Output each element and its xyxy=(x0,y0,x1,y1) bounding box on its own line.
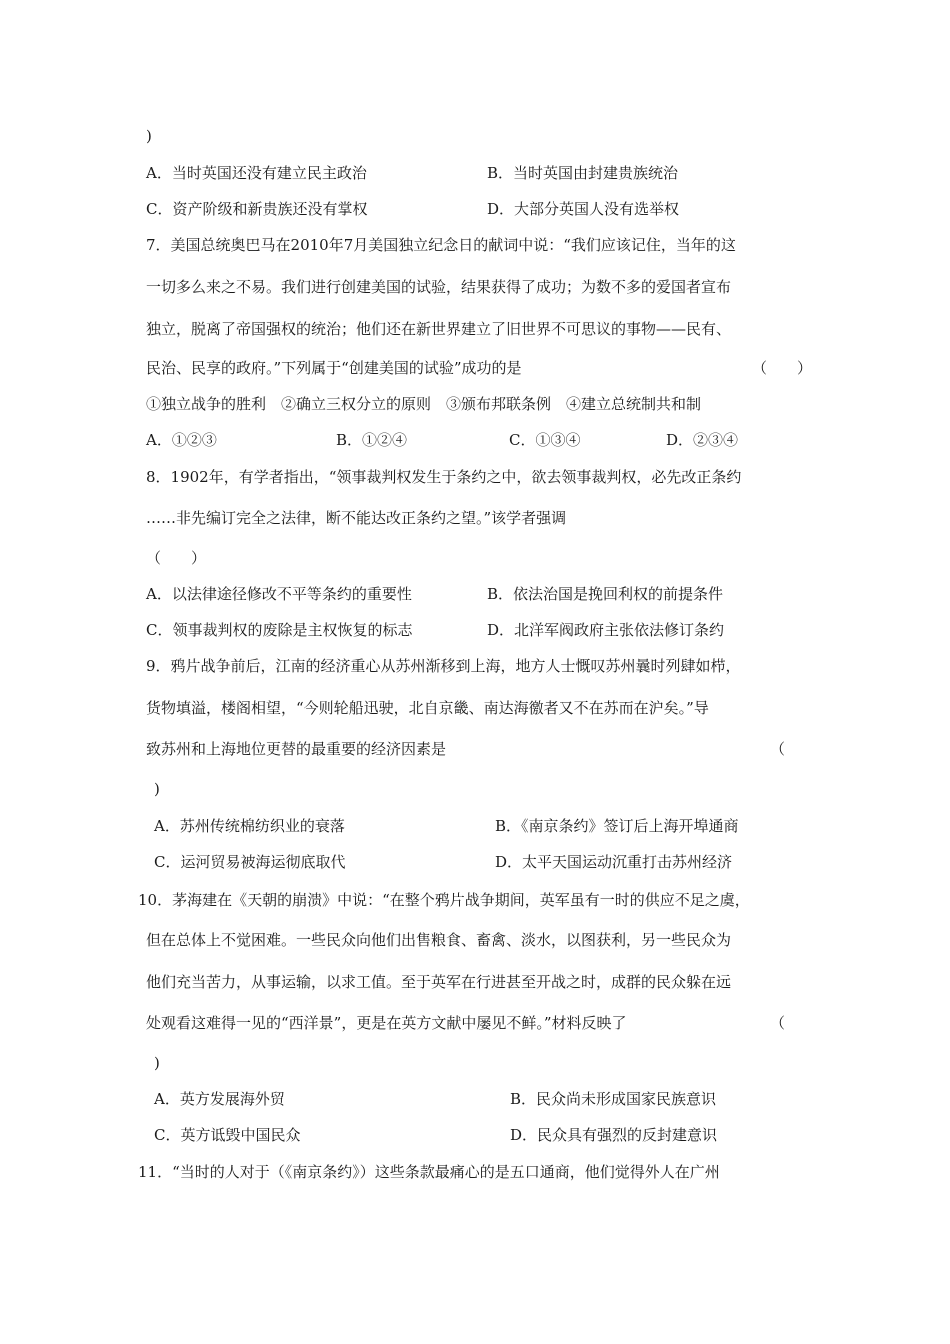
q10-stem-line-3: 他们充当苦力，从事运输，以求工值。至于英军在行进甚至开战之时，成群的民众躲在远 xyxy=(146,973,732,991)
q8-option-d: D．北洋军阀政府主张依法修订条约 xyxy=(487,621,725,639)
q7-answer-paren: （ ） xyxy=(752,359,813,377)
q8-option-a: A．以法律途径修改不平等条约的重要性 xyxy=(146,585,412,603)
q6-option-d: D．大部分英国人没有选举权 xyxy=(487,200,680,218)
q7-stem-line-1: 7．美国总统奥巴马在2010年7月美国独立纪念日的献词中说：“我们应该记住，当年的这 xyxy=(146,236,736,254)
q7-option-c: C．①③④ xyxy=(509,431,581,449)
q8-option-b: B．依法治国是挽回利权的前提条件 xyxy=(487,585,724,603)
q10-option-b: B．民众尚未形成国家民族意识 xyxy=(510,1090,717,1108)
q10-stem-line-4: 处观看这难得一见的“西洋景”，更是在英方文献中屡见不鲜。”材料反映了 xyxy=(146,1014,627,1032)
q10-stem-line-2: 但在总体上不觉困难。一些民众向他们出售粮食、畜禽、淡水，以图获利，另一些民众为 xyxy=(146,931,732,949)
q9-stem-line-1: 9．鸦片战争前后，江南的经济重心从苏州渐移到上海，地方人士慨叹苏州曩时列肆如栉， xyxy=(146,657,741,675)
q7-stem-line-4: 民治、民享的政府。”下列属于“创建美国的试验”成功的是 xyxy=(146,359,522,377)
q10-stem-line-1: 10．茅海建在《天朝的崩溃》中说：“在整个鸦片战争期间，英军虽有一时的供应不足之虞， xyxy=(138,891,750,909)
q10-answer-paren-close: ) xyxy=(154,1054,160,1072)
q9-option-a: A．苏州传统棉纺织业的衰落 xyxy=(154,817,345,835)
q6-option-b: B．当时英国由封建贵族统治 xyxy=(487,164,679,182)
q7-stem-line-3: 独立，脱离了帝国强权的统治；他们还在新世界建立了旧世界不可思议的事物——民有、 xyxy=(146,320,732,338)
q9-option-d: D．太平天国运动沉重打击苏州经济 xyxy=(495,853,733,871)
q10-option-a: A．英方发展海外贸 xyxy=(154,1090,285,1108)
q8-option-c: C．领事裁判权的废除是主权恢复的标志 xyxy=(146,621,413,639)
q9-option-b: B．《南京条约》签订后上海开埠通商 xyxy=(495,817,739,835)
q10-answer-paren-open: （ xyxy=(770,1014,786,1032)
q7-option-b: B．①②④ xyxy=(336,431,408,449)
q7-items: ①独立战争的胜利 ②确立三权分立的原则 ③颁布邦联条例 ④建立总统制共和制 xyxy=(146,395,702,413)
q7-option-d: D．②③④ xyxy=(666,431,739,449)
q8-stem-line-1: 8．1902年，有学者指出，“领事裁判权发生于条约之中，欲去领事裁判权，必先改正条约 xyxy=(146,468,742,486)
q9-stem-line-3: 致苏州和上海地位更替的最重要的经济因素是 xyxy=(146,740,447,758)
q9-stem-line-2: 货物填溢，楼阁相望，“今则轮船迅驶，北自京畿、南达海徼者又不在苏而在沪矣。”导 xyxy=(146,699,709,717)
q9-answer-paren-open: （ xyxy=(770,740,786,758)
q6-option-c: C．资产阶级和新贵族还没有掌权 xyxy=(146,200,368,218)
prev-question-paren-close: ) xyxy=(146,127,152,145)
q6-option-a: A．当时英国还没有建立民主政治 xyxy=(146,164,367,182)
q7-stem-line-2: 一切多么来之不易。我们进行创建美国的试验，结果获得了成功；为数不多的爱国者宣布 xyxy=(146,278,732,296)
q10-option-d: D．民众具有强烈的反封建意识 xyxy=(510,1126,718,1144)
q8-stem-line-2: ……非先编订完全之法律，断不能达改正条约之望。”该学者强调 xyxy=(146,509,567,527)
q9-answer-paren-close: ) xyxy=(154,780,160,798)
q10-option-c: C．英方诋毁中国民众 xyxy=(154,1126,301,1144)
q8-answer-paren: （ ） xyxy=(146,549,207,567)
q11-stem-line-1: 11．“当时的人对于（《南京条约》）这些条款最痛心的是五口通商，他们觉得外人在广州 xyxy=(138,1163,720,1181)
q9-option-c: C．运河贸易被海运彻底取代 xyxy=(154,853,346,871)
q7-option-a: A．①②③ xyxy=(146,431,217,449)
